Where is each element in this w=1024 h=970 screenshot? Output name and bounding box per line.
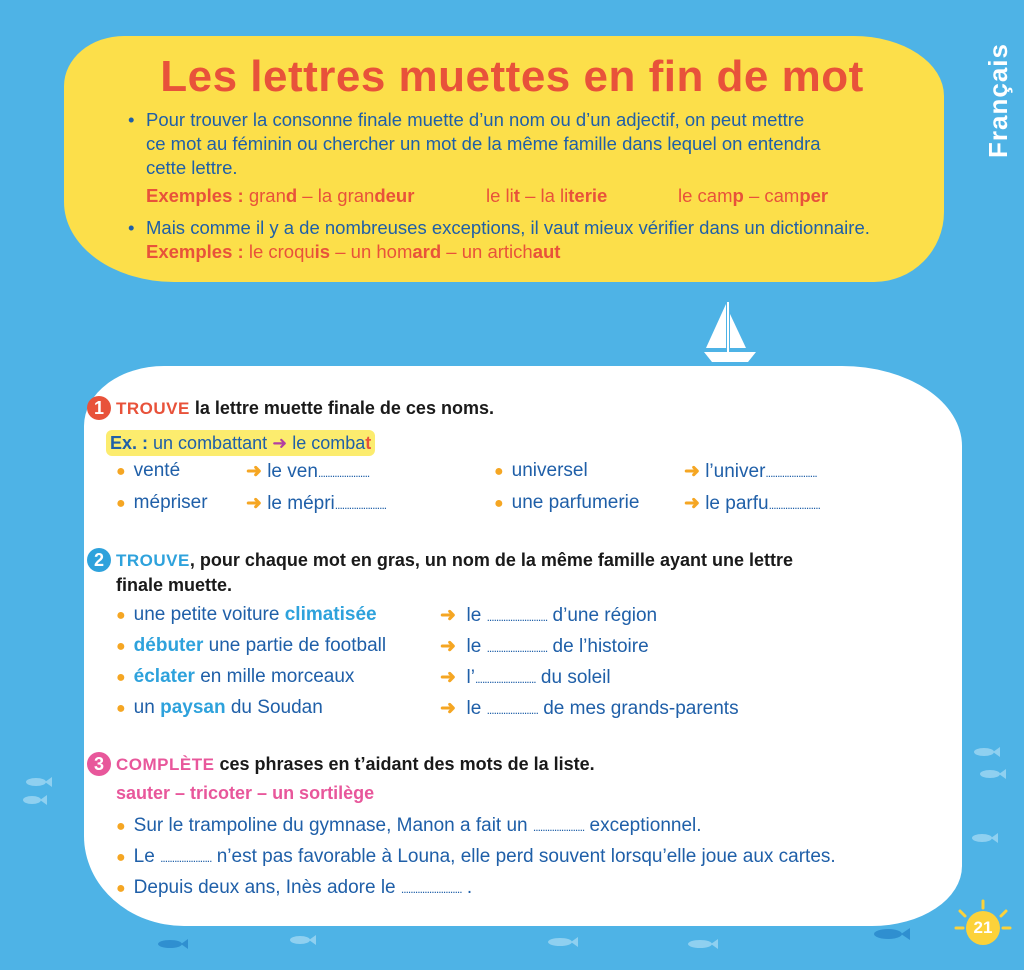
exercise-number-1: 1	[87, 396, 111, 420]
list-item: ● une parfumerie	[494, 492, 640, 513]
fish-icon	[964, 818, 1004, 858]
exercise-number-3: 3	[87, 752, 111, 776]
fish-icon	[150, 920, 350, 960]
sailboat-icon	[700, 300, 760, 366]
list-item: ● venté	[116, 460, 181, 481]
list-item: ● un paysan du Soudan	[116, 697, 323, 718]
exercise-1-instruction: TROUVE la lettre muette finale de ces noms.	[116, 398, 494, 418]
fish-icon	[962, 740, 1012, 800]
word-list: sauter – tricoter – un sortilège	[116, 783, 375, 803]
fish-icon	[530, 928, 730, 964]
exercise-2-instruction: TROUVE, pour chaque mot en gras, un nom de la même famille ayant une lettre finale muette.	[116, 550, 793, 595]
answer-field[interactable]: ➜ le .......................... d’une région	[440, 605, 658, 626]
exercise-3-instruction: COMPLÈTE ces phrases en t’aidant des mots de la liste.	[116, 754, 595, 774]
answer-field[interactable]: ➜ l’.......................... du soleil	[440, 667, 611, 688]
fish-icon	[18, 770, 58, 810]
answer-field[interactable]: ➜ l’univer......................	[684, 461, 817, 482]
list-item[interactable]: ● Depuis deux ans, Inès adore le .......................... .	[116, 877, 473, 898]
answer-field[interactable]: ➜ le ven......................	[246, 461, 370, 482]
exercise-number-2: 2	[87, 548, 111, 572]
list-item: ● universel	[494, 460, 588, 481]
page-title: Les lettres muettes en fin de mot	[160, 52, 864, 101]
list-item[interactable]: ● Le ...................... n’est pas favorable à Louna, elle perd souvent lorsqu’elle joue aux cartes.	[116, 846, 836, 867]
rule-paragraph-1: • Pour trouver la consonne finale muette d’un nom ou d’un adjectif, on peut mettre ce mot au féminin ou chercher un mot de la même famille dans lequel on entendra cette lettre.	[128, 109, 821, 178]
list-item: ● débuter une partie de football	[116, 635, 387, 656]
rule-examples-1: Exemples : grand – la grandeur	[146, 185, 415, 206]
page-number: 21	[966, 911, 1000, 945]
answer-field[interactable]: ➜ le .......................... de l’histoire	[440, 636, 649, 657]
bullet-icon: •	[128, 109, 135, 130]
list-item: ● mépriser	[116, 492, 208, 513]
list-item: ● éclater en mille morceaux	[116, 666, 355, 687]
exercise-1-example: Ex. : un combattant ➜ le combat	[106, 430, 375, 456]
rule-example-3: le camp – camper	[678, 185, 829, 206]
subject-label: Français	[982, 42, 1013, 158]
answer-field[interactable]: ➜ le ...................... de mes grands-parents	[440, 698, 739, 719]
list-item: ● une petite voiture climatisée	[116, 604, 377, 625]
answer-field[interactable]: ➜ le parfu......................	[684, 493, 820, 514]
list-item[interactable]: ● Sur le trampoline du gymnase, Manon a fait un ...................... exceptionnel.	[116, 815, 702, 836]
answer-field[interactable]: ➜ le mépri......................	[246, 493, 387, 514]
rule-paragraph-2: • Mais comme il y a de nombreuses exceptions, il vaut mieux vérifier dans un dictionnaire. Exemples : le croquis – un homard – un artichaut	[128, 217, 870, 262]
fish-icon	[860, 914, 920, 954]
rule-example-2: le lit – la literie	[486, 185, 608, 206]
bullet-icon: •	[128, 217, 135, 238]
